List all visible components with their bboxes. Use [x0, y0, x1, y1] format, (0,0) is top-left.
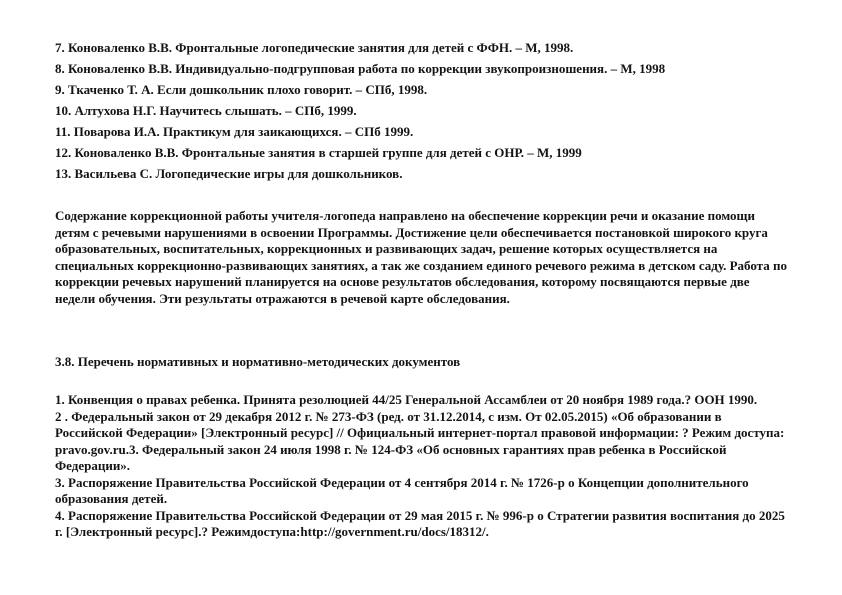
document-item: 2 . Федеральный закон от 29 декабря 2012 г. № 273-ФЗ (ред. от 31.12.2014, с изм. От 02.05.2015) «Об образовании в Российской Федерации» [Электронный ресурс] // Официальный интернет-портал правовой информации: ? Режим доступа: pravo.gov.ru.3. Федеральный закон 24 июля 1998 г. № 124-ФЗ «Об основных гарантиях прав ребенка в Российской Федерации».: [55, 408, 785, 473]
normative-documents-list: [55, 392, 792, 541]
document-item: 1. Конвенция о правах ребенка. Принята резолюцией 44/25 Генеральной Ассамблеи от 20 ноября 1989 года.? ООН 1990.: [55, 392, 758, 407]
bibliography-item: 9. Ткаченко Т. А. Если дошкольник плохо говорит. – СПб, 1998.: [55, 82, 428, 97]
section-heading: 3.8. Перечень нормативных и нормативно-методических документов: [55, 354, 461, 369]
bibliography-item: 11. Поварова И.А. Практикум для заикающихся. – СПб 1999.: [55, 124, 414, 139]
bibliography-item: 10. Алтухова Н.Г. Научитесь слышать. – СПб, 1999.: [55, 103, 357, 118]
bibliography-item: 12. Коноваленко В.В. Фронтальные занятия в старшей группе для детей с ОНР. – М, 1999: [55, 145, 582, 160]
bibliography-item: 13. Васильева С. Логопедические игры для дошкольников.: [55, 166, 403, 181]
document-item: 3. Распоряжение Правительства Российской Федерации от 4 сентября 2014 г. № 1726-р о Концепции дополнительного образования детей.: [55, 474, 749, 506]
document-item: 4. Распоряжение Правительства Российской Федерации от 29 мая 2015 г. № 996-р о Стратегии развития воспитания до 2025 г. [Электронный ресурс].? Режимдоступа:http://government.ru/docs/18312/.: [55, 507, 785, 539]
bibliography-item: 8. Коноваленко В.В. Индивидуально-подгрупповая работа по коррекции звукопроизношения. – М, 1998: [55, 61, 666, 76]
body-paragraph: Содержание коррекционной работы учителя-логопеда направлено на обеспечение коррекции речи и оказание помощи детям с речевыми нарушениями в освоении Программы. Достижение цели обеспечивается постановкой широкого круга образовательных, воспитательных, коррекционных и развивающих задач, решение которых осуществляется на специальных коррекционно-развивающих занятиях, а так же созданием единого речевого режима в детском саду. Работа по коррекции речевых нарушений планируется на основе результатов обследования, которому посвящаются первые две недели обучения. Эти результаты отражаются в речевой карте обследования.: [55, 208, 787, 306]
bibliography-item: 7. Коноваленко В.В. Фронтальные логопедические занятия для детей с ФФН. – М, 1998.: [55, 40, 574, 55]
bibliography-list: [55, 40, 792, 182]
